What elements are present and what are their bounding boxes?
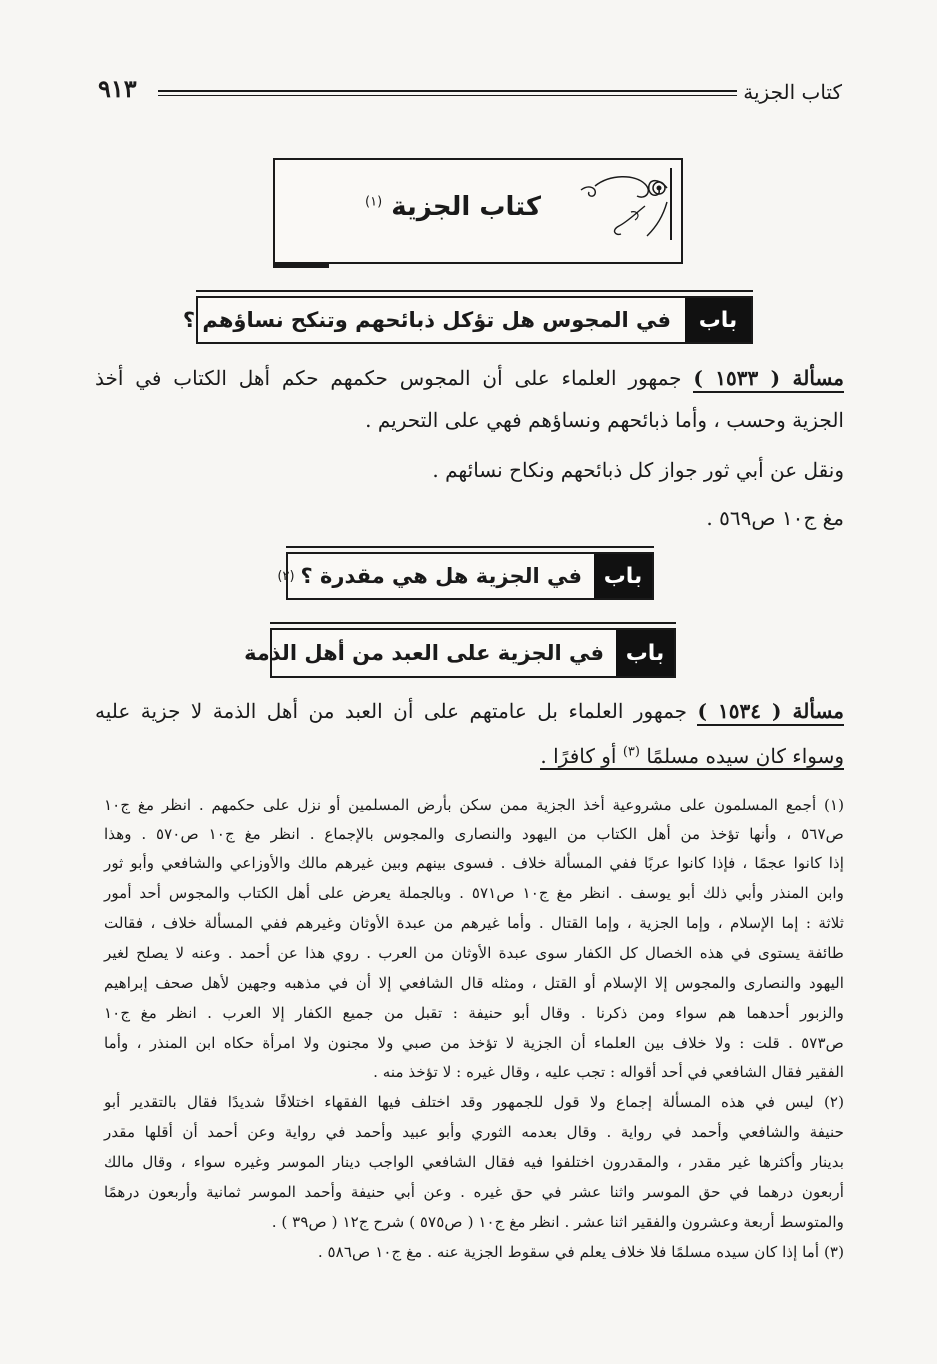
chapter-rule: [286, 546, 654, 548]
issue-text-underlined: [540, 744, 844, 770]
footnote-line: (٣) أما إذا كان سيده مسلمًا فلا خلاف يعلم في سقوط الجزية عنه . مغ ج١٠ ص٥٨٦ .: [317, 1243, 844, 1261]
footnote-line: ص٥٦٧ ، وأنها تؤخذ من أهل الكتاب من اليهود والنصارى والمجوس بالإجماع . انظر مغ ج١٠ ص٥٧٠ . وهذا: [104, 825, 844, 843]
issue-label: مسألة ( ١٥٣٣ ): [693, 366, 844, 393]
issue-paragraph-line: الجزية وحسب ، وأما ذبائحهم ونساؤهم فهي على التحريم .: [365, 408, 844, 432]
book-title: [335, 192, 571, 222]
footnote-ref: (٢): [277, 568, 295, 584]
footnote-line: (٢) ليس في هذه المسألة إجماع ولا قول للجمهور وقد اختلف فيها الفقهاء اختلافًا شديدًا فقال بالتقدير أبو: [104, 1093, 844, 1111]
floral-ornament-icon: [575, 166, 675, 242]
issue-paragraph-line: ونقل عن أبي ثور جواز كل ذبائحهم ونكاح نسائهم .: [432, 458, 844, 482]
chapter-box: [182, 296, 753, 344]
chapter-label: باب: [594, 554, 652, 598]
page-number: ٩١٣: [98, 74, 137, 103]
footnote-line: والزبور أحدهما هم سواء ومن ذكرنا . وقال أبو حنيفة : تقبل من جميع الكفار إلا العرب . انظر مغ ج١٠: [104, 1004, 844, 1022]
footnote-line: وابن المنذر وأبي ذلك أبو يوسف . انظر مغ ج١٠ ص٥٧١ . وبالجملة يعرض على أهل الكتاب والمجوس أحد أمور: [104, 884, 844, 902]
chapter-label: باب: [685, 298, 751, 342]
footnote-line: ثلاثة : إما الإسلام ، وإما الجزية ، وإما القتال . وأما غيرهم من عبدة الأوثان وغيرهم ففي المسألة خلاف ، فقالت: [104, 914, 844, 932]
footnote-line: ص٥٧٣ . قلت : ولا خلاف بين العلماء أن الجزية لا تؤخذ من صبي ولا مجنون ولا امرأة حكاه ابن المنذر ، وأما: [104, 1034, 844, 1052]
chapter-heading: [277, 546, 654, 600]
issue-text: جمهور العلماء على أن المجوس حكمهم حكم أهل الكتاب في أخذ: [95, 366, 682, 390]
footnote-ref: (١): [365, 194, 383, 210]
reference-line: مغ ج١٠ ص٥٦٩ .: [706, 506, 844, 530]
footnote-line: طائفة يستوى في هذه الخصال كل الكفار سوى عبدة الأوثان من العرب . روي هذا عن أحمد . وعنه لا يصلح لغير: [104, 944, 844, 962]
chapter-box: [277, 552, 654, 600]
chapter-heading: [244, 622, 676, 678]
chapter-heading: [182, 290, 753, 344]
chapter-title: في الجزية على العبد من أهل الذمة: [244, 641, 604, 665]
chapter-rule: [270, 622, 676, 624]
footnote-line: الفقير فقال الشافعي في أحد أقواله : تجب عليه ، وقال غيره : لا تؤخذ منه .: [373, 1063, 844, 1081]
issue-text: أو كافرًا .: [540, 743, 617, 768]
issue-text: جمهور العلماء بل عامتهم على أن العبد من أهل الذمة لا جزية عليه: [95, 699, 688, 723]
footnote-line: اليهود والنصارى والمجوس إلا الإسلام أو القتل ، ومثله قال الشافعي إلا أن في مذهبه وجهين لأهل صحف إبراهيم: [104, 974, 844, 992]
chapter-box: [244, 628, 676, 678]
chapter-title-text: في الجزية هل هي مقدرة ؟: [300, 564, 582, 588]
footnote-line: بدينار وأكثرها غير مقدر ، والمقدرون اختلفوا فيه فقال الشافعي الواجب دينار الموسر وغيره سواء ، وقال مالك: [104, 1153, 844, 1171]
issue-label: مسألة ( ١٥٣٤ ): [697, 699, 844, 726]
issue-paragraph-line: [95, 697, 844, 725]
book-title-text: كتاب الجزية: [391, 192, 541, 222]
footnote-line: والمتوسط أربعة وعشرون والفقير اثنا عشر . انظر مغ ج١٠ ( ص٥٧٥ ) شرح ج١٢ ( ص٣٩ ) .: [271, 1213, 844, 1231]
chapter-label: باب: [616, 630, 674, 676]
footnote-line: (١) أجمع المسلمون على مشروعية أخذ الجزية ممن سكن بأرض المسلمين أو نزل على حكمهم . انظر مغ ج١٠: [104, 796, 844, 814]
footnote-line: حنيفة والشافعي وأحمد في رواية . وقال بعدمه الثوري وأبو عبيد وأحمد في رواية وعن أحمد أن أقلها مقدر: [104, 1123, 844, 1141]
issue-paragraph-line: [540, 738, 844, 770]
running-title: كتاب الجزية: [743, 80, 842, 104]
footnote-ref: (٣): [622, 744, 640, 759]
chapter-title: [277, 554, 582, 598]
issue-text: وسواء كان سيده مسلمًا: [646, 743, 844, 768]
chapter-rule: [196, 290, 753, 292]
title-box-shadow: [273, 262, 329, 268]
footnote-line: أربعون درهما في حق الموسر واثنا عشر في حق غيره . وعن أبي حنيفة وأحمد الموسر ثمانية وأربعون درهمًا: [104, 1183, 844, 1201]
book-title-box: [273, 158, 683, 264]
chapter-title: في المجوس هل تؤكل ذبائحهم وتنكح نساؤهم ؟: [182, 308, 671, 332]
footnote-line: إذا كانوا عجمًا ، فإذا كانوا عربًا ففي المسألة خلاف . فسوى بينهم وبين غيرهم مالك والأوزاعي والشافعي وأبو ثور: [104, 854, 844, 872]
issue-paragraph-line: [95, 364, 844, 392]
header-rule-thin: [158, 95, 737, 96]
header-rule: [158, 90, 737, 92]
